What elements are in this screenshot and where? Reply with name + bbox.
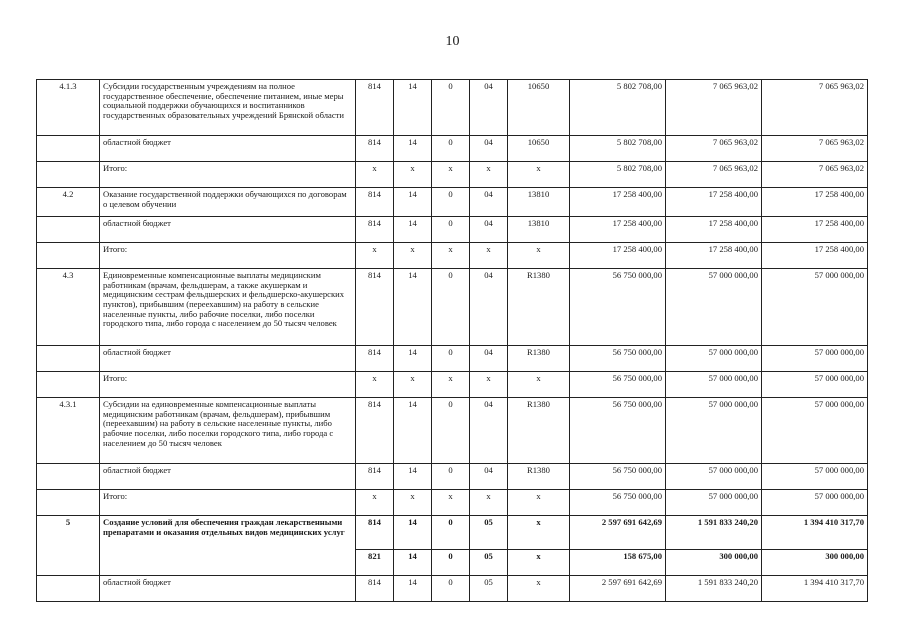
- amount-year2: 7 065 963,02: [666, 162, 762, 188]
- row-name: областной бюджет: [100, 576, 356, 602]
- direction-code: х: [508, 576, 570, 602]
- table-subrow: [37, 346, 868, 372]
- amount-year2: 57 000 000,00: [666, 372, 762, 398]
- section-code: 14: [394, 217, 432, 243]
- row-name: областной бюджет: [100, 346, 356, 372]
- section-code: х: [394, 162, 432, 188]
- admin-code: 814: [356, 346, 394, 372]
- subprogram-code: 05: [470, 516, 508, 550]
- section-code: 14: [394, 346, 432, 372]
- amount-year3: 7 065 963,02: [762, 162, 868, 188]
- direction-code: R1380: [508, 346, 570, 372]
- table-subrow: [37, 243, 868, 269]
- amount-year2: 57 000 000,00: [666, 398, 762, 464]
- amount-year2: 1 591 833 240,20: [666, 576, 762, 602]
- table-row: [37, 80, 868, 136]
- direction-code: х: [508, 490, 570, 516]
- amount-year1: 56 750 000,00: [570, 464, 666, 490]
- program-code: 0: [432, 188, 470, 217]
- direction-code: х: [508, 550, 570, 576]
- table-row: [37, 269, 868, 346]
- amount-year3: 1 394 410 317,70: [762, 576, 868, 602]
- direction-code: 10650: [508, 136, 570, 162]
- direction-code: R1380: [508, 464, 570, 490]
- amount-year3: 1 394 410 317,70: [762, 516, 868, 550]
- subprogram-code: х: [470, 243, 508, 269]
- amount-year2: 57 000 000,00: [666, 346, 762, 372]
- direction-code: R1380: [508, 398, 570, 464]
- direction-code: х: [508, 372, 570, 398]
- admin-code: 814: [356, 576, 394, 602]
- row-number: 4.3: [37, 269, 100, 346]
- program-code: 0: [432, 269, 470, 346]
- admin-code: 814: [356, 80, 394, 136]
- program-code: 0: [432, 80, 470, 136]
- amount-year3: 7 065 963,02: [762, 80, 868, 136]
- section-code: 14: [394, 516, 432, 550]
- admin-code: 814: [356, 516, 394, 550]
- row-number: 4.2: [37, 188, 100, 217]
- section-code: 14: [394, 188, 432, 217]
- table-subrow: [37, 576, 868, 602]
- amount-year1: 2 597 691 642,69: [570, 516, 666, 550]
- program-code: х: [432, 243, 470, 269]
- amount-year3: 300 000,00: [762, 550, 868, 576]
- amount-year3: 57 000 000,00: [762, 346, 868, 372]
- subprogram-code: 05: [470, 576, 508, 602]
- subprogram-code: 04: [470, 346, 508, 372]
- section-code: 14: [394, 464, 432, 490]
- subprogram-code: 04: [470, 398, 508, 464]
- amount-year1: 56 750 000,00: [570, 490, 666, 516]
- program-code: х: [432, 162, 470, 188]
- subprogram-code: 04: [470, 269, 508, 346]
- admin-code: 821: [356, 550, 394, 576]
- program-code: 0: [432, 576, 470, 602]
- table-row: [37, 188, 868, 217]
- budget-table: [36, 79, 868, 602]
- row-name: Итого:: [100, 243, 356, 269]
- admin-code: 814: [356, 269, 394, 346]
- row-name: Единовременные компенсационные выплаты медицинским работникам (врачам, фельдшерам, а также акушеркам и медицинским сестрам фельдшерских и фельдшерско-акушерских пунктов), прибывшим (переехавшим) на работу в сельские населенные пункты, либо рабочие поселки, либо поселки городского типа, либо города с населением до 50 тысяч человек: [100, 269, 356, 346]
- admin-code: х: [356, 162, 394, 188]
- amount-year1: 5 802 708,00: [570, 136, 666, 162]
- table-subrow: [37, 217, 868, 243]
- admin-code: 814: [356, 136, 394, 162]
- table-subrow: [37, 490, 868, 516]
- section-code: х: [394, 243, 432, 269]
- amount-year1: 56 750 000,00: [570, 372, 666, 398]
- amount-year1: 5 802 708,00: [570, 80, 666, 136]
- amount-year3: 17 258 400,00: [762, 188, 868, 217]
- row-name: Итого:: [100, 490, 356, 516]
- program-code: 0: [432, 136, 470, 162]
- amount-year2: 57 000 000,00: [666, 490, 762, 516]
- amount-year2: 7 065 963,02: [666, 80, 762, 136]
- table-row: [37, 398, 868, 464]
- row-name: Субсидии государственным учреждениям на полное государственное обеспечение, обеспечение питанием, иные меры социальной поддержки обучающихся и воспитанников государственных образовательных учреждений Брянской области: [100, 80, 356, 136]
- section-code: 14: [394, 398, 432, 464]
- amount-year1: 5 802 708,00: [570, 162, 666, 188]
- subprogram-code: х: [470, 490, 508, 516]
- amount-year1: 17 258 400,00: [570, 243, 666, 269]
- amount-year3: 17 258 400,00: [762, 217, 868, 243]
- row-number: [37, 346, 100, 372]
- amount-year1: 56 750 000,00: [570, 269, 666, 346]
- subprogram-code: х: [470, 372, 508, 398]
- admin-code: 814: [356, 217, 394, 243]
- admin-code: х: [356, 243, 394, 269]
- amount-year1: 56 750 000,00: [570, 398, 666, 464]
- row-name: Субсидии на единовременные компенсационные выплаты медицинским работникам (врачам, фельдшерам), прибывшим (переехавшим) на работу в сельские населенные пункты, либо рабочие поселки, либо поселки городского типа, либо города с населением до 50 тысяч человек: [100, 398, 356, 464]
- section-code: 14: [394, 136, 432, 162]
- amount-year1: 2 597 691 642,69: [570, 576, 666, 602]
- program-code: х: [432, 372, 470, 398]
- amount-year3: 17 258 400,00: [762, 243, 868, 269]
- direction-code: 13810: [508, 188, 570, 217]
- amount-year2: 1 591 833 240,20: [666, 516, 762, 550]
- section-row: [37, 516, 868, 550]
- admin-code: х: [356, 372, 394, 398]
- table-subrow: [37, 162, 868, 188]
- row-number: [37, 576, 100, 602]
- admin-code: 814: [356, 398, 394, 464]
- amount-year2: 17 258 400,00: [666, 217, 762, 243]
- direction-code: х: [508, 162, 570, 188]
- row-number: 5: [37, 516, 100, 576]
- program-code: 0: [432, 516, 470, 550]
- row-number: [37, 162, 100, 188]
- program-code: 0: [432, 398, 470, 464]
- amount-year3: 57 000 000,00: [762, 490, 868, 516]
- amount-year2: 17 258 400,00: [666, 188, 762, 217]
- program-code: 0: [432, 550, 470, 576]
- row-number: [37, 372, 100, 398]
- amount-year1: 17 258 400,00: [570, 217, 666, 243]
- section-code: х: [394, 490, 432, 516]
- row-number: [37, 490, 100, 516]
- admin-code: х: [356, 490, 394, 516]
- subprogram-code: х: [470, 162, 508, 188]
- amount-year3: 57 000 000,00: [762, 464, 868, 490]
- amount-year1: 56 750 000,00: [570, 346, 666, 372]
- subprogram-code: 04: [470, 188, 508, 217]
- program-code: х: [432, 490, 470, 516]
- table-subrow: [37, 372, 868, 398]
- admin-code: 814: [356, 464, 394, 490]
- program-code: 0: [432, 346, 470, 372]
- amount-year2: 300 000,00: [666, 550, 762, 576]
- subprogram-code: 04: [470, 80, 508, 136]
- amount-year2: 57 000 000,00: [666, 269, 762, 346]
- amount-year2: 7 065 963,02: [666, 136, 762, 162]
- row-name: областной бюджет: [100, 217, 356, 243]
- program-code: 0: [432, 217, 470, 243]
- section-code: 14: [394, 550, 432, 576]
- admin-code: 814: [356, 188, 394, 217]
- row-name: областной бюджет: [100, 136, 356, 162]
- row-name: Создание условий для обеспечения граждан лекарственными препаратами и оказания отдельных видов медицинских услуг: [100, 516, 356, 576]
- amount-year3: 57 000 000,00: [762, 398, 868, 464]
- page-number: 10: [445, 34, 460, 49]
- row-number: [37, 217, 100, 243]
- row-name: областной бюджет: [100, 464, 356, 490]
- direction-code: 10650: [508, 80, 570, 136]
- row-number: [37, 136, 100, 162]
- direction-code: R1380: [508, 269, 570, 346]
- direction-code: 13810: [508, 217, 570, 243]
- amount-year3: 57 000 000,00: [762, 269, 868, 346]
- section-code: х: [394, 372, 432, 398]
- subprogram-code: 04: [470, 136, 508, 162]
- table-subrow: [37, 464, 868, 490]
- amount-year2: 57 000 000,00: [666, 464, 762, 490]
- row-name: Итого:: [100, 162, 356, 188]
- amount-year1: 158 675,00: [570, 550, 666, 576]
- subprogram-code: 04: [470, 464, 508, 490]
- row-number: 4.1.3: [37, 80, 100, 136]
- amount-year3: 57 000 000,00: [762, 372, 868, 398]
- direction-code: х: [508, 516, 570, 550]
- section-code: 14: [394, 576, 432, 602]
- row-name: Итого:: [100, 372, 356, 398]
- program-code: 0: [432, 464, 470, 490]
- row-number: [37, 243, 100, 269]
- row-number: [37, 464, 100, 490]
- amount-year1: 17 258 400,00: [570, 188, 666, 217]
- amount-year3: 7 065 963,02: [762, 136, 868, 162]
- row-name: Оказание государственной поддержки обучающихся по договорам о целевом обучении: [100, 188, 356, 217]
- section-code: 14: [394, 80, 432, 136]
- table-subrow: [37, 136, 868, 162]
- subprogram-code: 05: [470, 550, 508, 576]
- section-code: 14: [394, 269, 432, 346]
- subprogram-code: 04: [470, 217, 508, 243]
- amount-year2: 17 258 400,00: [666, 243, 762, 269]
- direction-code: х: [508, 243, 570, 269]
- row-number: 4.3.1: [37, 398, 100, 464]
